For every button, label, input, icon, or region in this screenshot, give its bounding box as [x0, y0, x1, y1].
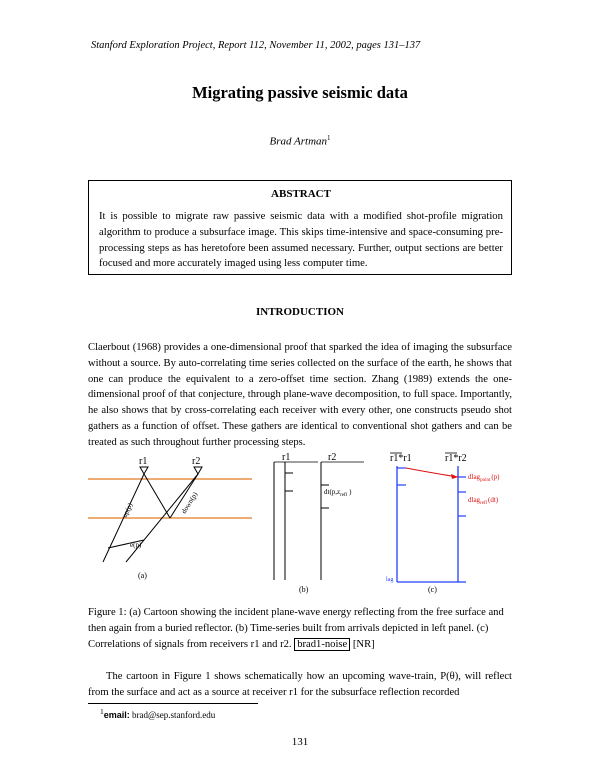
label-e: e(p) [130, 541, 142, 549]
figure-1 [88, 452, 518, 597]
footnote-email[interactable]: brad@sep.stanford.edu [132, 710, 216, 720]
paper-title: Migrating passive seismic data [192, 83, 408, 102]
red-top-label: dlag$_{point}$(p) [468, 473, 500, 483]
author [0, 134, 600, 148]
panel-c-r1r1: r1*r1 [390, 453, 412, 464]
footnote-mark: 1 [100, 707, 104, 716]
figure-caption [88, 605, 514, 653]
panel-b-annotation: $dt(p,z_{refl}$ ) [324, 488, 352, 498]
caption-text: Figure 1: (a) Cartoon showing the incident plane-wave energy reflecting from the free surface and then again from a buried reflector. (b) Time-series built from arrivals depicted in left panel. (c) Correlations of signals from receivers r1 and r2. [88, 607, 504, 650]
abstract-text: It is possible to migrate raw passive seismic data with a modified shot-profile migration algorithm to produce a subsurface image. This skips time-intensive and space-consuming pre-processing steps as has heretofore been assumed necessary. Further, output sections are better focused and more accurately imaged using less computer time. [99, 210, 503, 270]
body-paragraph: The cartoon in Figure 1 shows schematically how an upcoming wave-train, P(θ), will reflect from the surface and act as a source at receiver r1 for the subsurface reflection recorded [88, 671, 512, 698]
correlation-curve [406, 468, 458, 477]
receiver-r1-icon [140, 467, 148, 474]
panel-c [386, 453, 500, 594]
panel-a-tag: (a) [138, 571, 147, 580]
panel-a-r1: r1 [139, 456, 148, 467]
page-number: 131 [291, 736, 309, 748]
label-up: up(p) [120, 501, 135, 519]
panel-b-tag: (b) [299, 585, 309, 594]
footnote-label: email: [103, 710, 130, 720]
abstract-box [88, 180, 512, 275]
caption-tag: [NR] [352, 639, 375, 650]
receiver-r2-icon [194, 467, 202, 474]
introduction-paragraph: Claerbout (1968) provides a one-dimensional proof that sparked the idea of imaging the subsurface without a source. By auto-correlating time series collected on the surface of the earth, he shows that one can produce the equivalent to a zero-offset time section. Zhang (1989) extends the one-dimensional proof of that conjecture, through plane-wave decomposition, to full space. Importantly, he also shows that by cross-correlating each receiver with every other, one constructs pseudo shot gathers as a function of offset. These gathers are identical to conventional shot gathers and can be treated as such throughout further processing steps. [88, 342, 512, 448]
lag-label: lag [386, 577, 394, 583]
panel-a-r2: r2 [192, 456, 201, 467]
author-name: Brad Artman [269, 135, 328, 148]
panel-a [88, 456, 252, 580]
downgoing-ray [144, 474, 170, 518]
panel-c-tag: (c) [428, 585, 437, 594]
panel-b-r2: r2 [328, 452, 337, 463]
author-footnote-mark: 1 [327, 134, 331, 142]
panel-b-r1: r1 [282, 452, 291, 463]
introduction-heading: INTRODUCTION [255, 306, 344, 318]
footnote [100, 707, 215, 720]
panel-c-r1r2: r1*r2 [445, 453, 467, 464]
running-header: Stanford Exploration Project, Report 112, November 11, 2002, pages 131–137 [91, 40, 421, 51]
label-down: down(p) [179, 490, 200, 516]
figure-id-box[interactable]: brad1-noise [294, 638, 350, 651]
abstract-heading: ABSTRACT [271, 188, 331, 200]
red-mid-label: dlag$_{refl}$(dt) [468, 496, 499, 506]
panel-b [274, 452, 364, 594]
footnote-rule [88, 703, 258, 704]
